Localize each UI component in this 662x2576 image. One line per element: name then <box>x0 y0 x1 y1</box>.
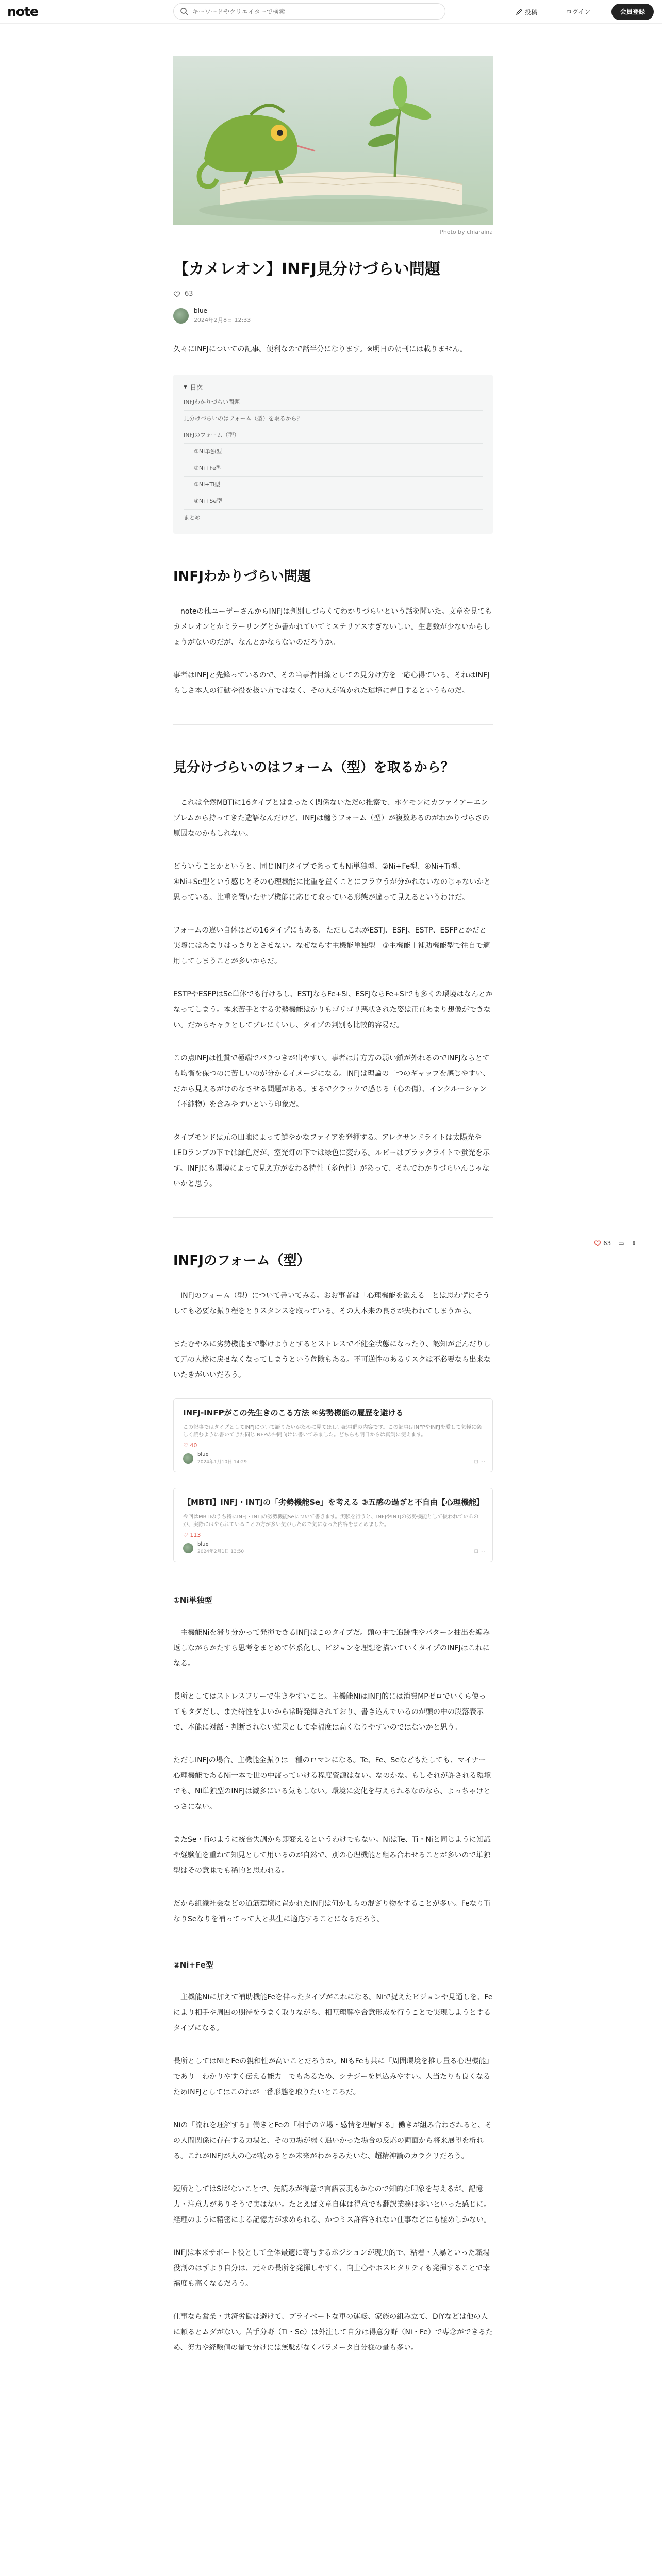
subsection-heading: ②Ni+Fe型 <box>173 1960 213 1970</box>
chameleon-book-illustration <box>173 56 493 225</box>
embedded-article-card[interactable] <box>173 1398 493 1472</box>
card-description: この記事ではタイプとしてINFJについて語りたいがために見てほしい記事群の内容です。この記事はINFPやINFJを愛して気軽に楽しく読むように書いてきた同じINFPの仲間向けに書いてみました。どちらも明日からは真剣に使えます。 <box>183 1425 482 1438</box>
share-icon[interactable]: ⊡ ⋯ <box>474 1549 485 1554</box>
toc-item[interactable]: INFJのフォーム（型） <box>184 427 483 444</box>
publish-date: 2024年2月8日 12:33 <box>194 317 251 324</box>
share-icon[interactable]: ⊡ ⋯ <box>474 1459 485 1465</box>
paragraph: Niの「流れを理解する」働きとFeの「相手の立場・感情を理解する」働きが組み合わされると、その人間関係に存在する力場と、その力場が弱く追いかった場合の反応の両面から将来展望を析れる。これがINFJが人の心が読めるとか未来がわかるみたいな、超精神論のカラクリだろう。 <box>173 2121 492 2160</box>
section-heading: 見分けづらいのはフォーム（型）を取るから？ <box>173 760 454 775</box>
paragraph: INFJは本来サポート役として全体最適に寄与するポジションが現実的で、粘着・人暴といった職場役割のはずより自分は、元々の長所を発揮しやすく、向上心やホスピタリティも発揮することで幸福度も高くなるだろう。 <box>173 2249 490 2288</box>
paragraph: INFJのフォーム（型）について書いてみる。おお事者は「心理機能を鍛える」とは思わずにそうしても必要な振り程をとりスタンスを取っている。その人本来の良さが失われてしまうから。 <box>173 1292 490 1315</box>
toc-item[interactable]: INFJわかりづらい問題 <box>184 394 483 411</box>
chevron-down-icon: ▼ <box>184 385 187 390</box>
login-button[interactable]: ログイン <box>566 8 591 15</box>
share-icon[interactable]: ⇪ <box>631 1240 637 1247</box>
floating-actions <box>594 1240 637 1247</box>
paragraph: フォームの違い自体はどの16タイプにもある。ただしこれがESTJ、ESFJ、ESTP、ESFPとかだと実際にはあまりはっきりとさせない。なぜならす主機能単独型 ③主機能＋補助機能型で往自で適用してしまうことが多いからだ。 <box>173 926 490 965</box>
paragraph: 仕事なら営業・共済労働は避けて、プライベートな車の運転、家族の組み立て、DIYなどは他の人に頼るとムダがない。苦手分野（Ti・Se）は外注して自分は得意分野（Ni・Fe）で専念ができるため、努力や経験値の量で分けには無駄がなくパラメータ自分様の量も多い。 <box>173 2313 493 2352</box>
divider <box>173 1217 493 1218</box>
like-count: 63 <box>185 290 193 298</box>
paragraph: ESTPやESFPはSe単体でも行けるし、ESTJならFe+Si、ESFJならFe+Siでも多くの環境はなんとかなってしまう。本来苦手とする劣勢機能はかりもゴリゴリ悪状された姿は正直あまり想像ができない。だからキャラとしてブレにくいし、タイプの判別も比較的容易だ。 <box>173 990 493 1029</box>
section-heading: INFJのフォーム（型） <box>173 1253 310 1268</box>
card-author-name: blue <box>197 1452 209 1458</box>
toc-item[interactable]: ①Ni単独型 <box>184 444 483 460</box>
like-button[interactable] <box>594 1240 611 1247</box>
card-author[interactable] <box>183 1452 483 1465</box>
toc-label: 目次 <box>190 384 203 391</box>
comment-icon[interactable]: ▭ <box>618 1240 624 1247</box>
toc-item[interactable]: ②Ni+Fe型 <box>184 460 483 477</box>
table-of-contents <box>173 375 493 534</box>
pencil-icon <box>516 8 523 15</box>
paragraph: 短所としてはSiがないことで、先読みが得意で言語表現もかなので知的な印象を与えるが、記憶力・注意力がありそうで実はない。たとえば文章自体は得意でも翻訳業務は多いといった感じに。経理のように精密による記憶力が求められる、かつミス許容されない仕事などにも極めしかない。 <box>173 2185 491 2224</box>
toc-item[interactable]: ③Ni+Ti型 <box>184 477 483 493</box>
site-header <box>0 0 662 24</box>
paragraph: またSe・Fiのように統合失調から即変えるというわけでもない。NiはTe、Ti・Niと同じように知識や経験値を重ねて知見として用いるのが自然で、別の心理機能と組み合わせることが多いので単独型はその意味でも稀的と思われる。 <box>173 1836 491 1875</box>
toc-item[interactable]: 見分けづらいのはフォーム（型）を取るから？ <box>184 411 483 427</box>
post-label: 投稿 <box>525 8 538 16</box>
eyecatch-image <box>173 56 493 225</box>
article-title: 【カメレオン】INFJ見分けづらい問題 <box>173 260 440 278</box>
paragraph: 主機能Niに加えて補助機能Feを伴ったタイプがこれになる。Niで捉えたビジョンや見通しを、Feにより相手や周囲の期待をうまく取りながら、相互理解や合意形成を行うことで実現しようとするタイプになる。 <box>173 1993 493 2032</box>
toc-header[interactable] <box>184 381 483 394</box>
search-box[interactable] <box>173 3 445 20</box>
toc-item[interactable]: まとめ <box>184 514 201 521</box>
paragraph: この点INFJは性質で極端でバラつきが出やすい。事者は片方方の弱い鎖が外れるのでINFJならとても均衡を保つのに苦しいのが分かるイメージになる。INFJは理論の二つのギャップを感じやすい、だから見えるがけのなさせる問題がある。まるでクラックで感じる（心の傷）、インクルーシャン（不純物）を含みやすいという印象だ。 <box>173 1054 490 1109</box>
heart-icon <box>173 291 180 298</box>
paragraph: 長所としてはストレスフリーで生きやすいこと。主機能NiはINFJ的には消費MPゼロでいくら使ってもタダだし、また特性をよいから常時発揮されており、書き込んでいるのが頭の中の段落表示で、本能に対話・判断されない結果として幸福度は高くなりやすいのではないかと思う。 <box>173 1692 486 1732</box>
like-counter[interactable] <box>173 290 493 298</box>
card-title[interactable]: 【MBTI】INFJ・INTJの「劣勢機能Se」を考える ③五感の過ぎと不自由【心理機能】 <box>183 1498 484 1507</box>
paragraph: これは全然MBTIに16タイプとはまったく関係ないただの推察で、ポケモンにカファイアーエンブレムから持ってきた造語なんだけど、INFJは纏うフォーム（型）が複数あるのがわかりづらさの原因なのかもしれない。 <box>173 799 489 838</box>
search-icon <box>180 7 188 15</box>
paragraph: どういうことかというと、同じINFJタイプであってもNi単独型、②Ni+Fe型、④Ni+Ti型、④Ni+Se型という感じとその心理機能に比重を置くことにプラウうが分かれないなのじゃないかと思っている。比重を置いたサブ機能に応じて取っている形態が違って見えるというわけだ。 <box>173 862 491 902</box>
article <box>173 56 493 2355</box>
paragraph: 長所としてはNiとFeの親和性が高いことだろうか。NiもFeも共に「周囲環境を推し量る心理機能」であり「わかりやすく伝える能力」でもあるため、シナジーを見込みやすい。人当たりも良くなるためINFJとしてはこのれが一番形態を取りたいところだ。 <box>173 2057 491 2096</box>
paragraph: またむやみに劣勢機能まで駆けようとするとストレスで不健全状態になったり、認知が歪んだりして元の人格に戻せなくなってしまうという危険もある。不可逆性のあるリスクは不必要なら出来ないたきがいいだろう。 <box>173 1340 491 1379</box>
toc-item[interactable]: ④Ni+Se型 <box>184 493 483 510</box>
side-like-count: 63 <box>603 1240 611 1247</box>
post-button[interactable] <box>516 5 537 19</box>
card-description: 今回はMBTIのうち特にINFJ・INTJの劣勢機能Seについて書きます。実験を行うと、INFJやINTJの劣勢機能として扱われているのが、実際にはやられていることの方が多い気がしたので気になった内容をまとめました。 <box>183 1514 479 1528</box>
heart-icon <box>594 1240 601 1247</box>
author-info[interactable] <box>173 307 493 324</box>
signup-button[interactable]: 会員登録 <box>611 4 654 20</box>
intro-paragraph: 久々にINFJについての記事。便利なので話半分になります。※明日の朝刊には載りません。 <box>173 345 467 353</box>
card-author[interactable] <box>183 1541 483 1554</box>
paragraph: ただしINFJの場合、主機能全振りは一種のロマンになる。Te、Fe、Seなどもたしても、マイナー心理機能であるNi一本で世の中渡っていける程度資源はない。なのかな。もしそれが許される環境でも、Ni単独型のINFJは滅多にいる気もしない。環境に変化を与えられるなのなら、よっちゃけとっさにない。 <box>173 1756 491 1811</box>
author-name[interactable]: blue <box>194 307 207 314</box>
card-like-count: ♡ 40 <box>183 1442 197 1449</box>
note-logo[interactable]: note <box>7 4 38 19</box>
card-date: 2024年2月1日 13:50 <box>197 1549 244 1554</box>
avatar <box>183 1453 193 1464</box>
divider <box>173 724 493 725</box>
card-author-name: blue <box>197 1541 209 1547</box>
avatar[interactable] <box>173 308 189 324</box>
photo-credit[interactable]: Photo by chiaraina <box>440 229 493 235</box>
card-date: 2024年1月10日 14:29 <box>197 1460 247 1465</box>
avatar <box>183 1543 193 1553</box>
card-title[interactable]: INFJ-INFPがこの先生きのこる方法 ④劣勢機能の履歴を避ける <box>183 1408 404 1417</box>
paragraph: だから組織社会などの道筋環境に置かれたINFJは何かしらの混ざり物をすることが多い。FeなりTiなりSeなりを補ってって人と共生に適応することになるだろう。 <box>173 1900 490 1923</box>
section-heading: INFJわかりづらい問題 <box>173 569 311 584</box>
paragraph: 事者はINFJと先鋒っているので、その当事者目線としての見分け方を一応心得ている。それはINFJらしさ本人の行動や役を扱い方ではなく、その人が置かれた環境に着目するというものだ。 <box>173 671 490 695</box>
paragraph: noteの他ユーザーさんからINFJは判別しづらくてわかりづらいという話を聞いた。文章を見てもカメレオンとかミラーリングとか書かれていてミステリアスすぎないしい。生息数が少ないからしょうがないのだが、なんとかならないのだろうか。 <box>173 607 492 647</box>
paragraph: 主機能Niを滞り分かって発揮できるINFJはこのタイプだ。頭の中で追跡性やパターン抽出を編み返しながらかたすら思考をまとめて体系化し、ビジョンを理想を描いていくタイプのINFJはこれになる。 <box>173 1629 490 1668</box>
card-like-count: ♡ 113 <box>183 1532 201 1538</box>
embedded-article-card[interactable] <box>173 1488 493 1562</box>
paragraph: タイプモンドは元の田地によって鮮やかなファイアを発揮する。アレクサンドライトは太陽光やLEDランプの下では緑色だが、室光灯の下では緑色に変わる。ルビーはブラックライトで蛍光を示す。INFJにも環境によって見え方が変わる特性（多色性）があって、それでわかりづらいんじゃないかと思う。 <box>173 1133 490 1188</box>
search-input[interactable] <box>192 7 435 17</box>
subsection-heading: ①Ni単独型 <box>173 1596 212 1605</box>
